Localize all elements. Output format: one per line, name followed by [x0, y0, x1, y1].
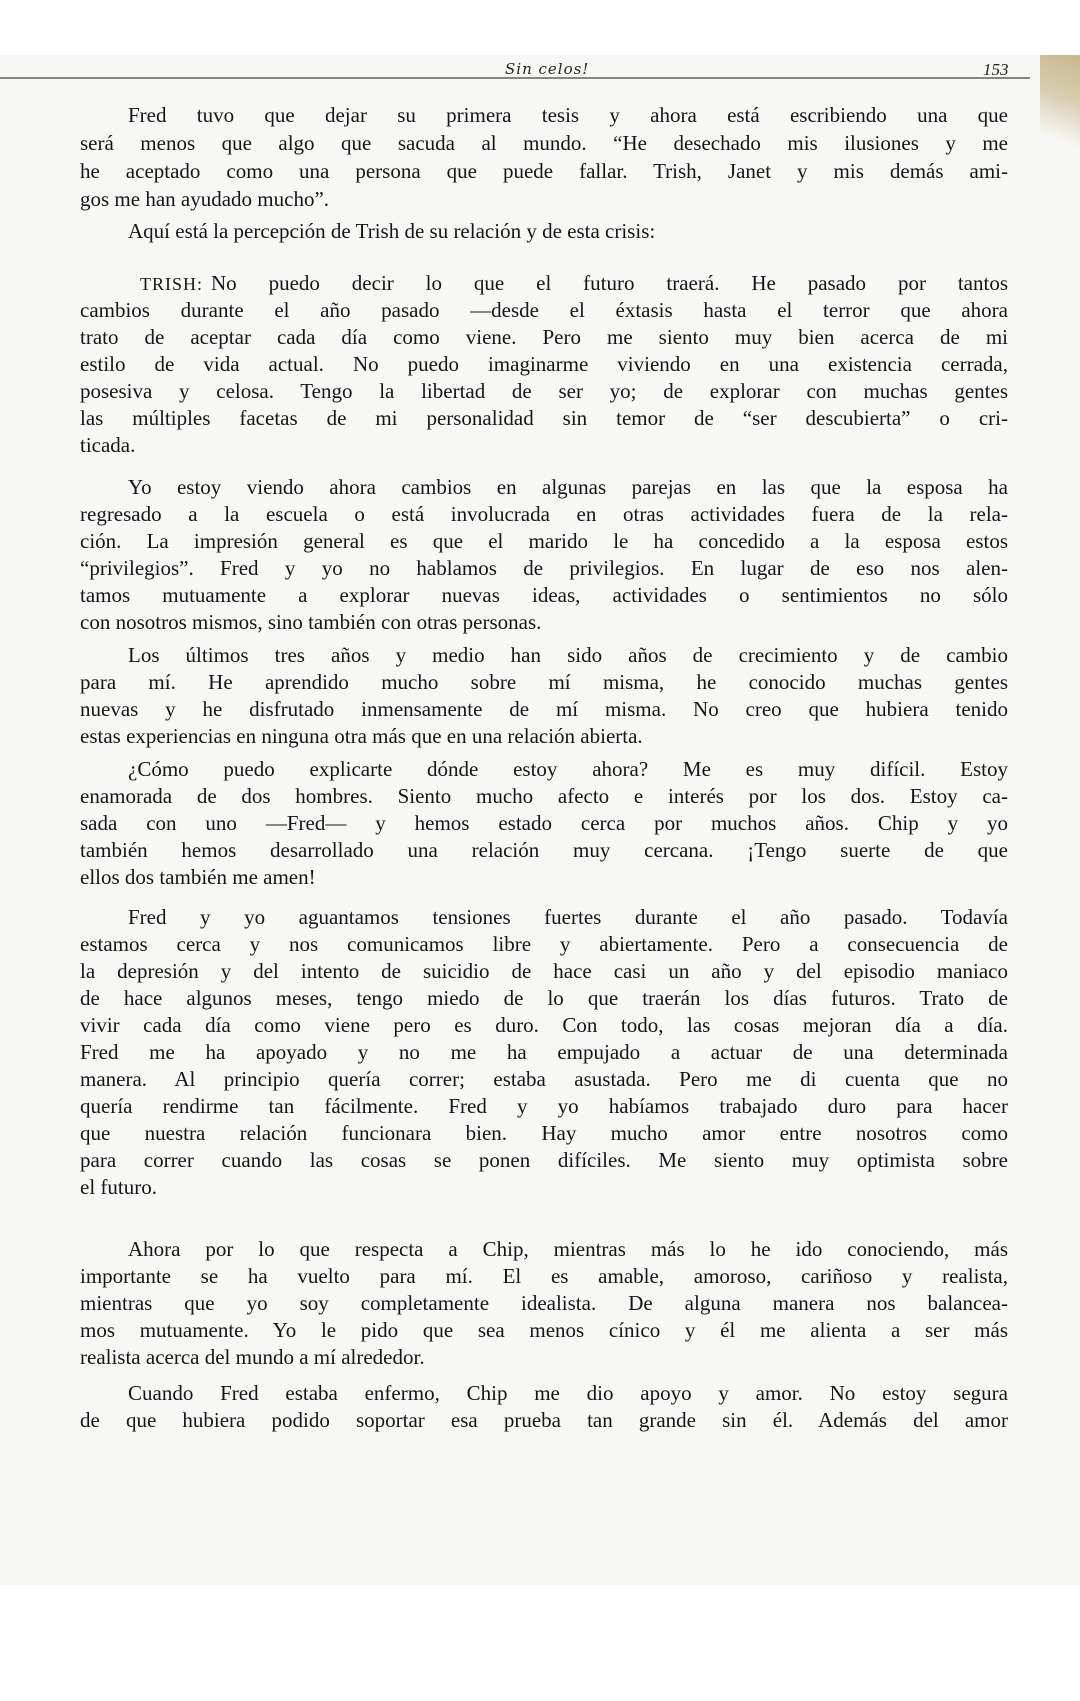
- text-line: con nosotros mismos, sino también con otras personas.: [80, 610, 542, 634]
- text-line: mientras que yo soy completamente idealista. De alguna manera nos balancea-: [80, 1291, 1008, 1315]
- text-line: Ahora por lo que respecta a Chip, mientras más lo he ido conociendo, más: [128, 1237, 1008, 1261]
- text-line: Fred y yo aguantamos tensiones fuertes durante el año pasado. Todavía: [128, 905, 1008, 929]
- text-line: estilo de vida actual. No puedo imaginarme viviendo en una existencia cerrada,: [80, 352, 1008, 376]
- text-line: tamos mutuamente a explorar nuevas ideas, actividades o sentimientos no sólo: [80, 583, 1008, 607]
- page-number: 153: [983, 60, 1009, 79]
- text-line: Fred tuvo que dejar su primera tesis y ahora está escribiendo una que: [128, 103, 1008, 127]
- text-line: vivir cada día como viene pero es duro. Con todo, las cosas mejoran día a día.: [80, 1013, 1008, 1037]
- text-line: Yo estoy viendo ahora cambios en algunas parejas en las que la esposa ha: [128, 475, 1008, 499]
- text-line: ticada.: [80, 433, 136, 457]
- text-line: mos mutuamente. Yo le pido que sea menos cínico y él me alienta a ser más: [80, 1318, 1008, 1342]
- text-line: he aceptado como una persona que puede fallar. Trish, Janet y mis demás ami-: [80, 159, 1008, 183]
- running-title: Sin celos!: [505, 60, 590, 78]
- text-line: cambios durante el año pasado —desde el éxtasis hasta el terror que ahora: [80, 298, 1008, 322]
- text-line: Aquí está la percepción de Trish de su relación y de esta crisis:: [128, 219, 656, 243]
- text-line: las múltiples facetas de mi personalidad sin temor de “ser descubierta” o cri-: [80, 406, 1008, 430]
- text-line: sada con uno —Fred— y hemos estado cerca por muchos años. Chip y yo: [80, 811, 1008, 835]
- text-line: será menos que algo que sacuda al mundo. “He desechado mis ilusiones y me: [80, 131, 1008, 155]
- text-line: para correr cuando las cosas se ponen difíciles. Me siento muy optimista sobre: [80, 1148, 1008, 1172]
- text-line: trato de aceptar cada día como viene. Pero me siento muy bien acerca de mi: [80, 325, 1008, 349]
- text-line: importante se ha vuelto para mí. El es amable, amoroso, cariñoso y realista,: [80, 1264, 1008, 1288]
- text-line: regresado a la escuela o está involucrada en otras actividades fuera de la rela-: [80, 502, 1008, 526]
- text-line: ellos dos también me amen!: [80, 865, 316, 889]
- text-line: “privilegios”. Fred y yo no hablamos de privilegios. En lugar de eso nos alen-: [80, 556, 1008, 580]
- text-span: No puedo decir lo que el futuro traerá. He pasado por tantos: [211, 271, 1008, 295]
- text-line: nuevas y he disfrutado inmensamente de mí misma. No creo que hubiera tenido: [80, 697, 1008, 721]
- speech-first-line: [140, 270, 1008, 297]
- text-line: quería rendirme tan fácilmente. Fred y yo habíamos trabajado duro para hacer: [80, 1094, 1008, 1118]
- text-line: Fred me ha apoyado y no me ha empujado a actuar de una determinada: [80, 1040, 1008, 1064]
- text-line: de hace algunos meses, tengo miedo de lo que traerán los días futuros. Trato de: [80, 986, 1008, 1010]
- text-line: estamos cerca y nos comunicamos libre y abiertamente. Pero a consecuencia de: [80, 932, 1008, 956]
- text-line: también hemos desarrollado una relación muy cercana. ¡Tengo suerte de que: [80, 838, 1008, 862]
- text-line: estas experiencias en ninguna otra más que en una relación abierta.: [80, 724, 643, 748]
- page-corner-shadow: [1040, 55, 1080, 175]
- text-line: Cuando Fred estaba enfermo, Chip me dio apoyo y amor. No estoy segura: [128, 1381, 1008, 1405]
- text-line: realista acerca del mundo a mí alrededor.: [80, 1345, 425, 1369]
- text-line: el futuro.: [80, 1175, 157, 1199]
- text-line: enamorada de dos hombres. Siento mucho afecto e interés por los dos. Estoy ca-: [80, 784, 1008, 808]
- text-line: ción. La impresión general es que el marido le ha concedido a la esposa estos: [80, 529, 1008, 553]
- text-line: para mí. He aprendido mucho sobre mí misma, he conocido muchas gentes: [80, 670, 1008, 694]
- text-line: ¿Cómo puedo explicarte dónde estoy ahora? Me es muy difícil. Estoy: [128, 757, 1008, 781]
- text-line: manera. Al principio quería correr; estaba asustada. Pero me di cuenta que no: [80, 1067, 1008, 1091]
- text-line: de que hubiera podido soportar esa prueba tan grande sin él. Además del amor: [80, 1408, 1008, 1432]
- text-line: gos me han ayudado mucho”.: [80, 187, 330, 211]
- text-line: Los últimos tres años y medio han sido años de crecimiento y de cambio: [128, 643, 1008, 667]
- text-line: la depresión y del intento de suicidio de hace casi un año y del episodio maniaco: [80, 959, 1008, 983]
- text-line: que nuestra relación funcionara bien. Hay mucho amor entre nosotros como: [80, 1121, 1008, 1145]
- text-line: posesiva y celosa. Tengo la libertad de ser yo; de explorar con muchas gentes: [80, 379, 1008, 403]
- speaker-label: TRISH:: [140, 274, 204, 294]
